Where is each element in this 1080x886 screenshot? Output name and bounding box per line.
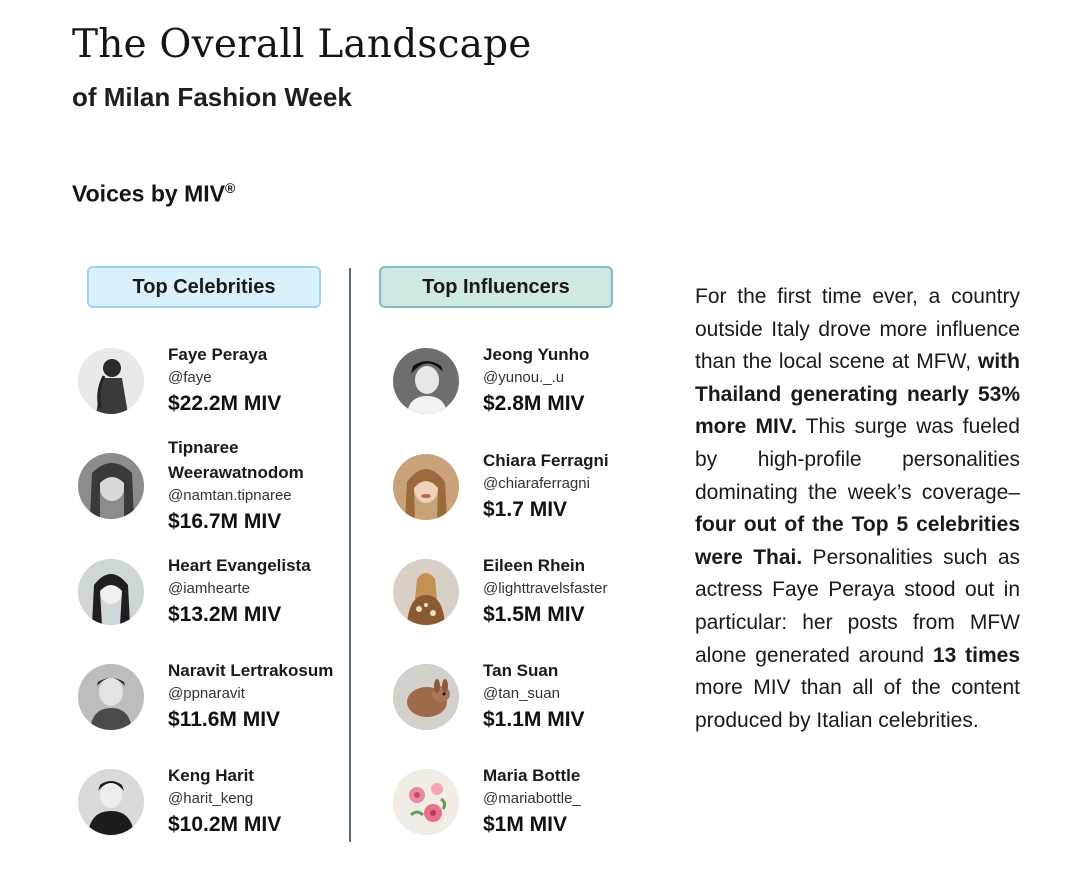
page-title: The Overall Landscape	[72, 22, 532, 67]
registered-mark: ®	[224, 180, 236, 196]
celebrity-miv: $16.7M MIV	[168, 510, 282, 533]
para-bold-3: 13 times	[932, 643, 1020, 667]
celebrity-name: Faye Peraya	[168, 345, 268, 364]
avatar	[393, 454, 459, 520]
para-bold-1: with Thailand generating nearly 53% more MIV.	[695, 350, 1020, 439]
influencer-handle: @mariabottle_	[483, 790, 581, 807]
celebrity-name: Heart Evangelista	[168, 556, 311, 575]
avatar	[78, 348, 144, 414]
para-text-4: more MIV than all of the content produced by Italian celebrities.	[695, 676, 1020, 732]
influencer-name: Eileen Rhein	[483, 556, 586, 575]
avatar	[393, 348, 459, 414]
celebrity-miv: $11.6M MIV	[168, 708, 281, 731]
celebrity-name: Tipnaree Weerawatnodom	[168, 438, 304, 482]
para-text-1: For the first time ever, a country outside Italy drove more influence than the local scene at MFW,	[695, 285, 1020, 374]
celebrity-miv: $10.2M MIV	[168, 813, 282, 836]
influencer-miv: $1.1M MIV	[483, 708, 585, 731]
influencer-miv: $1.5M MIV	[483, 603, 585, 626]
avatar	[78, 664, 144, 730]
section-heading-text: Voices by MIV	[72, 180, 225, 207]
influencer-name: Maria Bottle	[483, 766, 581, 785]
influencer-name: Jeong Yunho	[483, 345, 590, 364]
avatar	[393, 769, 459, 835]
influencer-miv: $1.7 MIV	[483, 498, 568, 521]
influencer-name: Tan Suan	[483, 661, 559, 680]
summary-paragraph	[695, 281, 1020, 737]
influencer-miv: $1M MIV	[483, 813, 568, 836]
section-heading	[72, 180, 235, 208]
influencer-handle: @tan_suan	[483, 685, 560, 702]
celebrity-name: Keng Harit	[168, 766, 254, 785]
avatar	[78, 769, 144, 835]
celebrity-handle: @namtan.tipnaree	[168, 487, 292, 504]
avatar	[393, 559, 459, 625]
celebrity-handle: @faye	[168, 369, 212, 386]
celebrity-handle: @ppnaravit	[168, 685, 245, 702]
avatar	[393, 664, 459, 730]
celebrity-miv: $22.2M MIV	[168, 392, 282, 415]
avatar	[78, 559, 144, 625]
influencer-handle: @chiaraferragni	[483, 475, 590, 492]
influencer-miv: $2.8M MIV	[483, 392, 585, 415]
celebrity-miv: $13.2M MIV	[168, 603, 282, 626]
celebrity-handle: @harit_keng	[168, 790, 254, 807]
page-subtitle: of Milan Fashion Week	[72, 82, 352, 112]
para-bold-2: four out of the Top 5 celebrities were Thai.	[695, 513, 1020, 569]
para-text-2: This surge was fueled by high-profile personalities dominating the week’s coverage–	[695, 415, 1020, 504]
influencer-name: Chiara Ferragni	[483, 451, 609, 470]
influencer-handle: @lighttravelsfaster	[483, 580, 608, 597]
celebrity-handle: @iamhearte	[168, 580, 250, 597]
avatar	[78, 453, 144, 519]
para-text-3: Personalities such as actress Faye Peraya stood out in particular: her posts from MFW alone generated around	[695, 545, 1020, 667]
top-celebrities-label: Top Celebrities	[87, 266, 321, 308]
influencer-handle: @yunou._.u	[483, 369, 565, 386]
top-influencers-label: Top Influencers	[379, 266, 613, 308]
celebrity-name: Naravit Lertrakosum	[168, 661, 334, 680]
